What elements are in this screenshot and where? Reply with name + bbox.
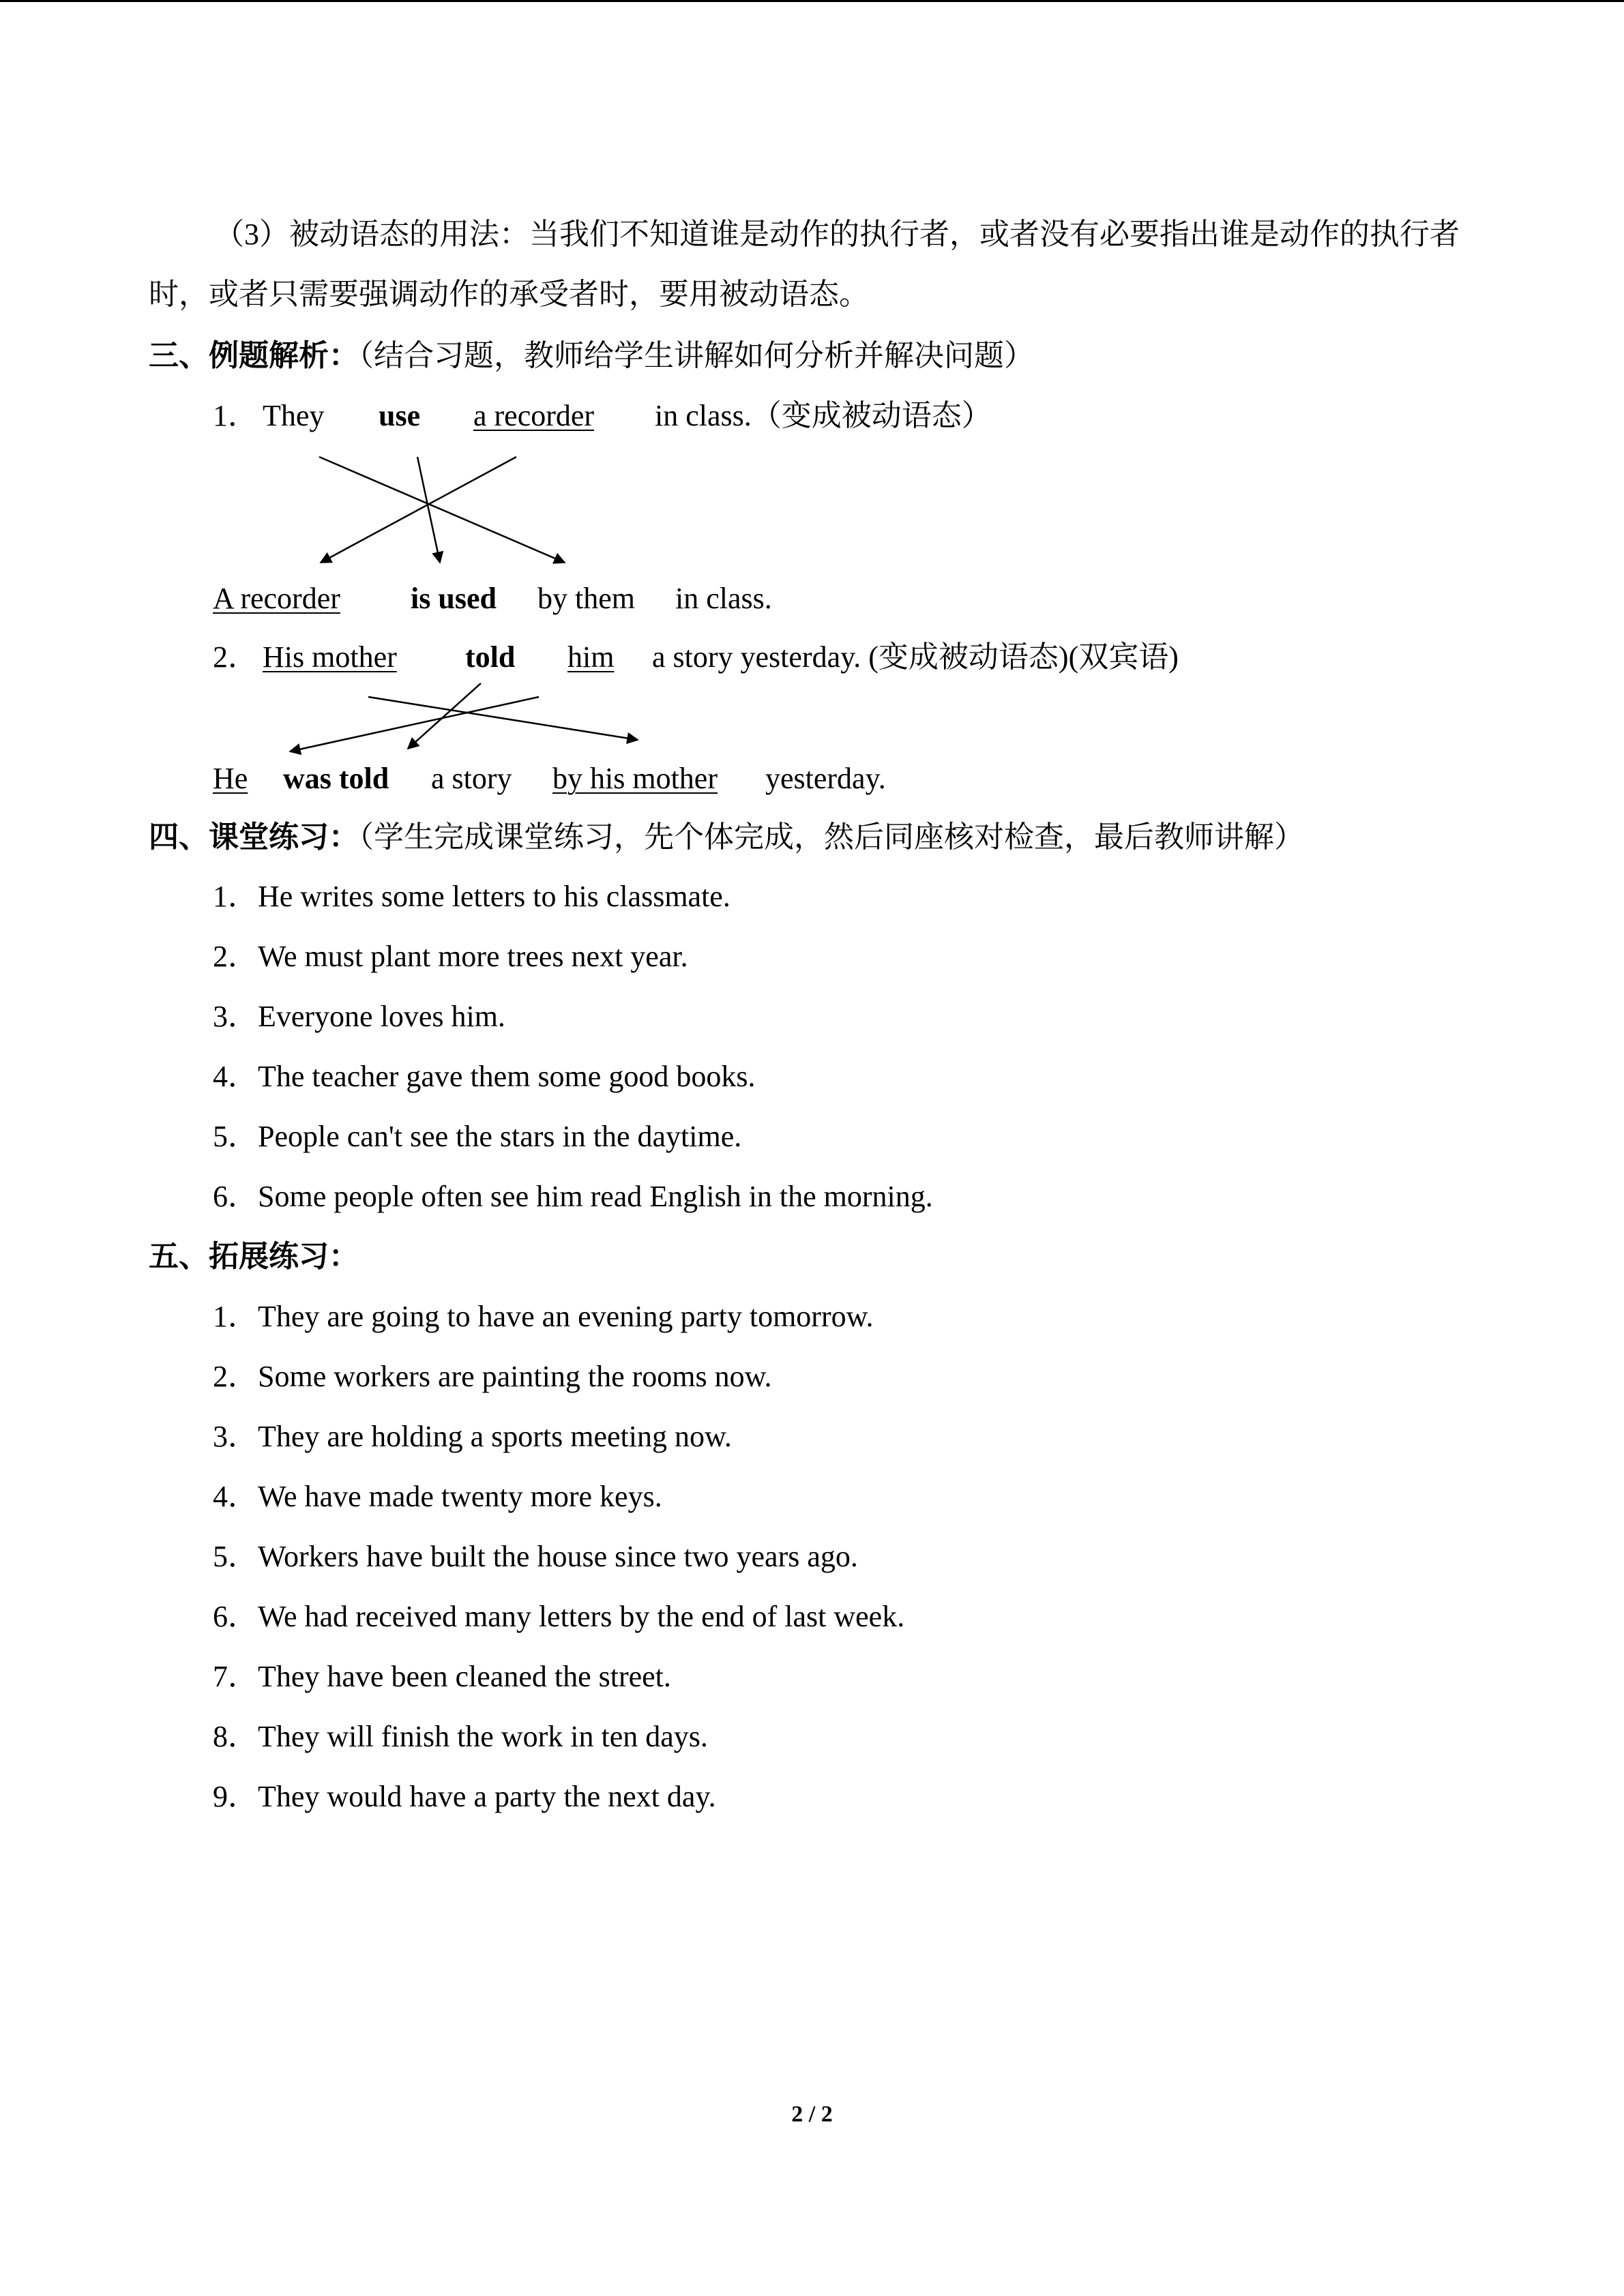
- item-number: 4．: [213, 1480, 258, 1513]
- item-text: We must plant more trees next year.: [258, 940, 688, 973]
- item-text: Everyone loves him.: [258, 1000, 505, 1033]
- example1-answer-verb: is used: [411, 582, 497, 615]
- example1-answer-agent: by them: [537, 582, 635, 615]
- section4-header: [149, 817, 1304, 858]
- item-text: They would have a party the next day.: [258, 1780, 716, 1813]
- item-number: 6．: [213, 1600, 258, 1633]
- item-text: They will finish the work in ten days.: [258, 1720, 708, 1753]
- list-item: [213, 1776, 716, 1817]
- item-number: 3．: [213, 1000, 258, 1033]
- item-number: 2．: [213, 1360, 258, 1393]
- example2-answer-agent: by his mother: [552, 762, 718, 795]
- example2-rest-text: a story yesterday.: [652, 640, 861, 674]
- example1-object: a recorder: [473, 399, 595, 432]
- list-item: [213, 996, 505, 1037]
- example2-answer-subject: He: [213, 762, 248, 795]
- item-number: 1．: [213, 1300, 258, 1333]
- section3-heading: 三、例题解析：: [149, 339, 359, 372]
- list-item: [213, 1176, 933, 1217]
- item-text: Some workers are painting the rooms now.: [258, 1360, 772, 1393]
- example2-object: him: [567, 640, 615, 674]
- example2-instruction: (变成被动语态)(双宾语): [868, 640, 1179, 674]
- list-item: [213, 1116, 741, 1157]
- example2-answer-rest: yesterday.: [765, 762, 886, 795]
- item-text: He writes some letters to his classmate.: [258, 880, 730, 913]
- list-item: [213, 1356, 772, 1397]
- example2-verb: told: [465, 640, 516, 674]
- list-item: [213, 1416, 732, 1457]
- item-number: 8．: [213, 1720, 258, 1753]
- item-number: 3．: [213, 1420, 258, 1453]
- example1-subject: They: [263, 399, 325, 432]
- list-item: [213, 1716, 708, 1757]
- item-number: 9．: [213, 1780, 258, 1813]
- example1-number: 1．: [213, 399, 258, 432]
- list-item: [213, 936, 688, 977]
- example1-answer-rest: in class.: [675, 582, 772, 615]
- list-item: [213, 876, 730, 917]
- item-number: 1．: [213, 880, 258, 913]
- item-number: 4．: [213, 1060, 258, 1093]
- arrow-verb-to-verb: [417, 457, 440, 563]
- usage-paragraph: （3）被动语态的用法：当我们不知道谁是动作的执行者，或者没有必要指出谁是动作的执行者时，或者只需要强调动作的承受者时，要用被动语态。: [149, 218, 1460, 311]
- list-item: [213, 1656, 671, 1697]
- item-text: They have been cleaned the street.: [258, 1660, 671, 1693]
- section4-heading: 四、课堂练习：: [149, 820, 359, 854]
- example2-number: 2．: [213, 640, 258, 674]
- example1-instruction: （变成被动语态）: [751, 399, 992, 432]
- item-text: Workers have built the house since two years ago.: [258, 1540, 858, 1573]
- list-item: [213, 1476, 662, 1517]
- item-text: They are holding a sports meeting now.: [258, 1420, 732, 1453]
- example1-answer-subject: A recorder: [213, 582, 340, 615]
- item-number: 7．: [213, 1660, 258, 1693]
- example1-rest-text: in class.: [655, 399, 752, 432]
- section5-heading: 五、拓展练习：: [149, 1240, 359, 1273]
- arrow-subject-to-agent-2: [368, 697, 638, 740]
- example1-verb: use: [379, 399, 421, 432]
- section4-note: （学生完成课堂练习，先个体完成，然后同座核对检查，最后教师讲解）: [359, 820, 1304, 854]
- item-number: 2．: [213, 940, 258, 973]
- item-number: 5．: [213, 1120, 258, 1153]
- example2-subject: His mother: [263, 640, 397, 674]
- arrow-object-to-subject: [321, 457, 516, 563]
- item-text: Some people often see him read English in the morning.: [258, 1180, 933, 1213]
- list-item: [213, 1056, 755, 1097]
- example2-answer-object: a story: [431, 762, 512, 795]
- item-text: They are going to have an evening party tomorrow.: [258, 1300, 874, 1333]
- arrow-subject-to-agent: [319, 457, 565, 563]
- section3-note: （结合习题，教师给学生讲解如何分析并解决问题）: [359, 339, 1034, 372]
- page-number: 2 / 2: [791, 2102, 833, 2127]
- item-number: 5．: [213, 1540, 258, 1573]
- arrow-verb-to-verb-2: [408, 683, 481, 749]
- example2-answer-verb: was told: [283, 762, 389, 795]
- item-text: The teacher gave them some good books.: [258, 1060, 756, 1093]
- item-number: 6．: [213, 1180, 258, 1213]
- list-item: [213, 1596, 904, 1637]
- list-item: [213, 1296, 874, 1337]
- list-item: [213, 1536, 858, 1577]
- item-text: We had received many letters by the end of last week.: [258, 1600, 905, 1633]
- item-text: People can't see the stars in the daytime.: [258, 1120, 742, 1153]
- item-text: We have made twenty more keys.: [258, 1480, 662, 1513]
